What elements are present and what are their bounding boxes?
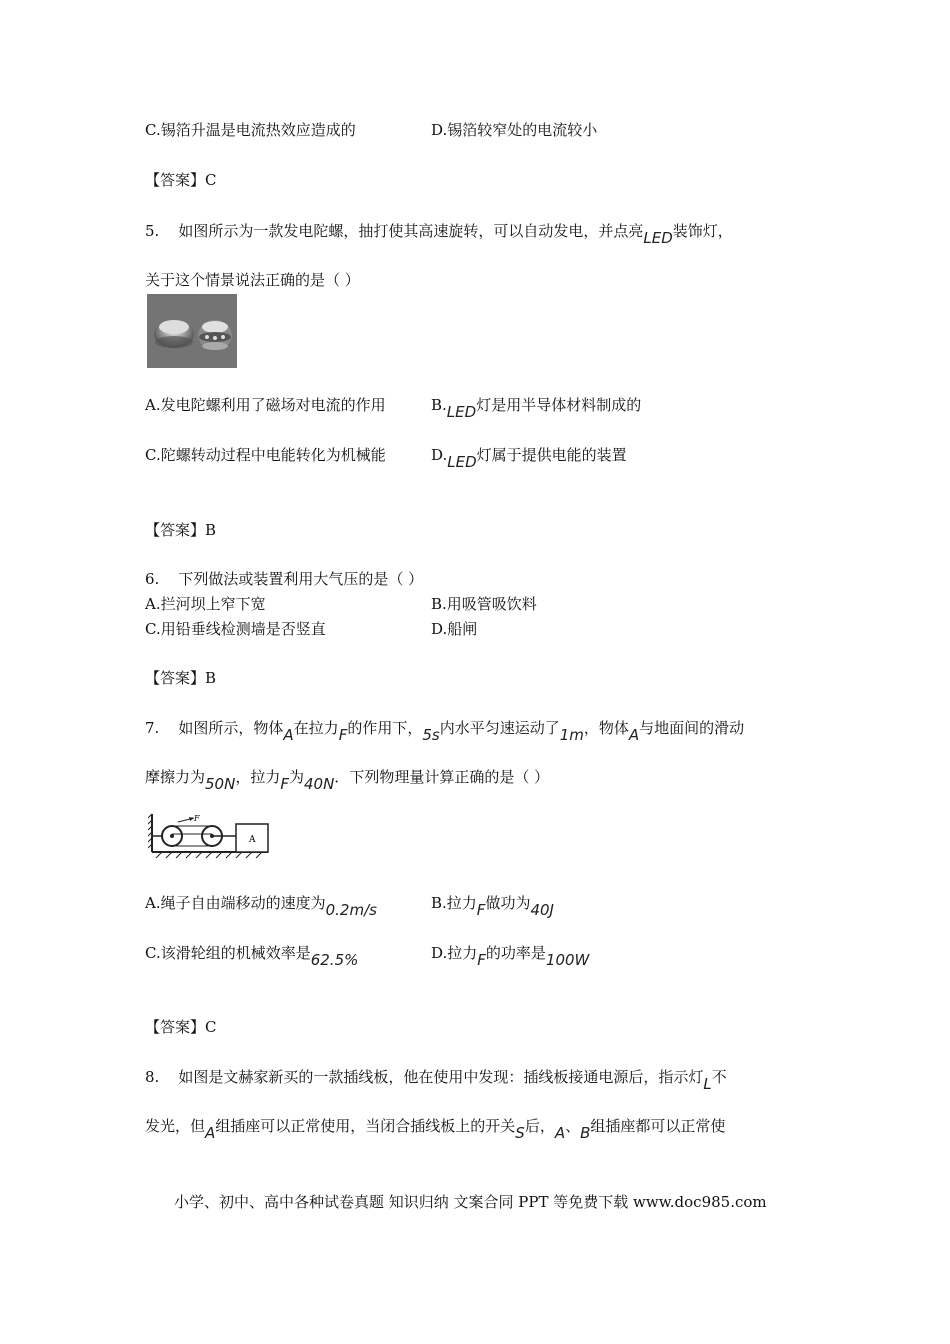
q5-option-a: A.发电陀螺利用了磁场对电流的作用 xyxy=(145,396,386,414)
q5-option-b-text: 灯是用半导体材料制成的 xyxy=(476,396,642,414)
q5-stem-line1 xyxy=(145,221,733,247)
q8-number: 8. xyxy=(145,1068,160,1086)
symbol-a: A xyxy=(554,1124,566,1142)
symbol-l: L xyxy=(703,1075,712,1093)
symbol-f: F xyxy=(280,775,289,793)
q5-number: 5. xyxy=(145,222,160,240)
led-symbol: LED xyxy=(643,229,673,247)
symbol-b: B xyxy=(580,1124,591,1142)
q7-text: ，拉力 xyxy=(235,768,281,786)
symbol-distance: 1m xyxy=(559,726,584,744)
q7-option-b-text: 做功为 xyxy=(485,894,531,912)
q8-text: 后， xyxy=(524,1117,555,1135)
q7-option-c-value: 62.5% xyxy=(310,951,359,969)
symbol-a: A xyxy=(628,726,640,744)
q5-stem-a: 如图所示为一款发电陀螺，抽打使其高速旋转，可以自动发电，并点亮 xyxy=(178,222,644,240)
q7-stem-line1 xyxy=(145,718,745,744)
q7-text: 的作用下， xyxy=(347,719,423,737)
q8-text: 发光，但 xyxy=(145,1117,206,1135)
q6-option-a: A.拦河坝上窄下宽 xyxy=(145,595,266,613)
q5-option-b xyxy=(431,395,642,421)
q7-text: ．下列物理量计算正确的是（ ） xyxy=(334,768,550,786)
pulley-diagram xyxy=(148,812,272,860)
symbol-friction: 50N xyxy=(205,775,236,793)
q4-answer: 【答案】C xyxy=(145,171,217,189)
q7-stem-line2 xyxy=(145,767,550,793)
q8-stem-line2 xyxy=(145,1116,726,1142)
q6-stem xyxy=(145,569,423,589)
q7-answer: 【答案】C xyxy=(145,1018,217,1036)
q5-option-d-text: 灯属于提供电能的装置 xyxy=(476,446,627,464)
q7-text: 如图所示，物体 xyxy=(178,719,284,737)
force-label: F xyxy=(194,814,200,823)
symbol-a: A xyxy=(205,1124,216,1142)
q7-option-b xyxy=(431,893,554,919)
q7-option-d-text: 的功率是 xyxy=(485,944,546,962)
q8-text: 不 xyxy=(711,1068,727,1086)
q7-option-b-value: 40J xyxy=(530,901,554,919)
q7-text: 与地面间的滑动 xyxy=(639,719,745,737)
symbol-f: F xyxy=(338,726,348,744)
q7-text: 摩擦力为 xyxy=(145,768,206,786)
q8-text: 组插座可以正常使用，当闭合插线板上的开关 xyxy=(215,1117,516,1135)
q8-text: 、 xyxy=(565,1117,581,1135)
q7-text: 为 xyxy=(288,768,304,786)
q5-option-b-letter: B. xyxy=(431,396,447,414)
q6-stem-text: 下列做法或装置利用大气压的是（ ） xyxy=(178,570,424,588)
q7-option-d-text: D.拉力 xyxy=(431,944,478,962)
q5-option-d-letter: D. xyxy=(431,446,448,464)
symbol-force: 40N xyxy=(304,775,335,793)
q6-option-b: B.用吸管吸饮料 xyxy=(431,595,537,613)
q8-text: 如图是文赫家新买的一款插线板，他在使用中发现：插线板接通电源后，指示灯 xyxy=(178,1068,704,1086)
block-label: A xyxy=(249,835,256,845)
q7-option-a-value: 0.2m/s xyxy=(325,901,377,919)
q7-text: 内水平匀速运动了 xyxy=(439,719,560,737)
q6-answer: 【答案】B xyxy=(145,669,217,687)
q5-answer: 【答案】B xyxy=(145,521,217,539)
symbol-s: S xyxy=(515,1124,525,1142)
q7-option-d xyxy=(431,943,590,969)
q7-text: ，物体 xyxy=(583,719,629,737)
q7-option-d-value: 100W xyxy=(545,951,590,969)
symbol-time: 5s xyxy=(422,726,440,744)
q7-option-a-text: A.绳子自由端移动的速度为 xyxy=(145,894,326,912)
q6-number: 6. xyxy=(145,570,160,588)
led-symbol: LED xyxy=(446,403,477,421)
q7-option-a xyxy=(145,893,377,919)
gyroscope-photo xyxy=(147,294,237,368)
q8-stem-line1 xyxy=(145,1067,727,1093)
q7-number: 7. xyxy=(145,719,160,737)
q5-stem-b: 装饰灯， xyxy=(672,222,733,240)
q6-option-d: D.船闸 xyxy=(431,620,478,638)
symbol-f: F xyxy=(477,951,486,969)
q4-option-c: C.锡箔升温是电流热效应造成的 xyxy=(145,121,356,139)
q8-text: 组插座都可以正常使 xyxy=(590,1117,726,1135)
q7-option-c xyxy=(145,943,359,969)
q4-option-d: D.锡箔较窄处的电流较小 xyxy=(431,121,598,139)
q6-option-c: C.用铅垂线检测墙是否竖直 xyxy=(145,620,326,638)
q7-option-c-text: C.该滑轮组的机械效率是 xyxy=(145,944,311,962)
q5-option-c: C.陀螺转动过程中电能转化为机械能 xyxy=(145,446,386,464)
symbol-f: F xyxy=(476,901,486,919)
q5-stem-line2: 关于这个情景说法正确的是（ ） xyxy=(145,271,360,289)
page-footer: 小学、初中、高中各种试卷真题 知识归纳 文案合同 PPT 等免费下载 www.doc985.com xyxy=(174,1193,767,1211)
q7-text: 在拉力 xyxy=(293,719,339,737)
q7-option-b-text: B.拉力 xyxy=(431,894,477,912)
q5-option-d xyxy=(431,445,627,471)
led-symbol: LED xyxy=(447,453,477,471)
symbol-a: A xyxy=(283,726,294,744)
